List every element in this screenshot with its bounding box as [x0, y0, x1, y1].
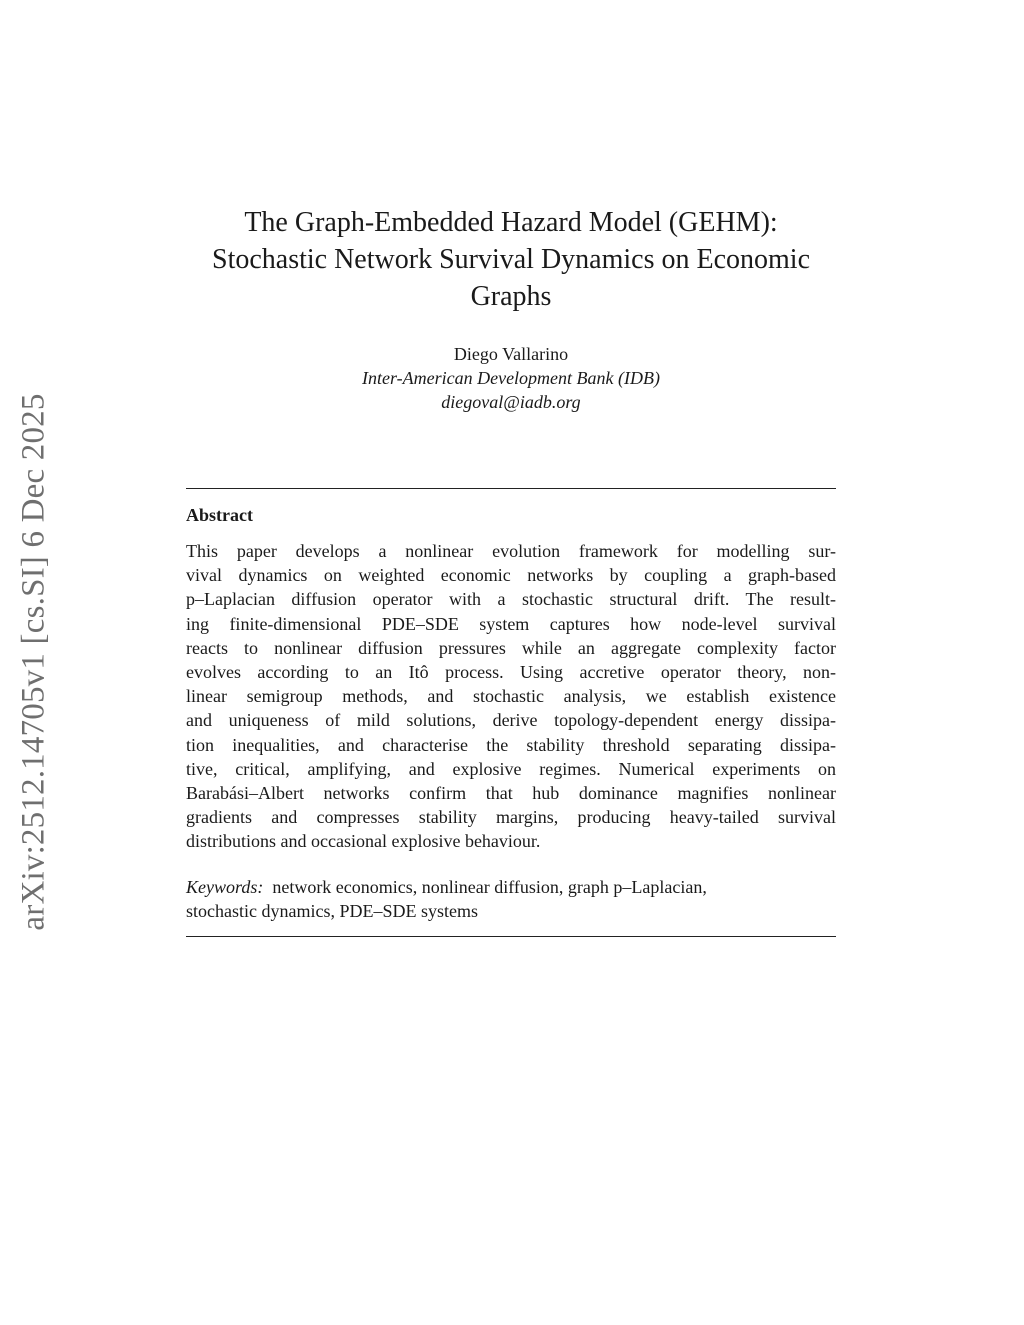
abstract-bottom-rule: [186, 936, 836, 937]
keywords-block: [186, 875, 836, 923]
abstract-line: tion inequalities, and characterise the stability threshold separating dissipa-: [186, 734, 836, 755]
abstract-line: Barabási–Albert networks confirm that hub dominance magnifies nonlinear: [186, 783, 836, 804]
arxiv-identifier-stamp: arXiv:2512.14705v1 [cs.SI] 6 Dec 2025: [15, 393, 52, 931]
author-block: [186, 342, 836, 414]
paper-title: [186, 204, 836, 315]
abstract-heading: Abstract: [186, 505, 253, 525]
abstract-line: linear semigroup methods, and stochastic analysis, we establish existence: [186, 686, 836, 707]
abstract-line: p–Laplacian diffusion operator with a stochastic structural drift. The result-: [186, 589, 836, 610]
abstract-text: [186, 539, 836, 854]
author-name: Diego Vallarino: [453, 344, 569, 364]
abstract-line: vival dynamics on weighted economic networks by coupling a graph-based: [186, 565, 836, 586]
abstract-line: gradients and compresses stability margins, producing heavy-tailed survival: [186, 807, 836, 828]
abstract-line: reacts to nonlinear diffusion pressures while an aggregate complexity factor: [186, 637, 836, 658]
abstract-line: tive, critical, amplifying, and explosive regimes. Numerical experiments on: [186, 758, 836, 779]
keywords-label: Keywords:: [186, 877, 264, 897]
abstract-line: evolves according to an Itô process. Using accretive operator theory, non-: [186, 662, 836, 683]
keywords-list: network economics, nonlinear diffusion, graph p–Laplacian,: [272, 877, 707, 897]
title-line: Graphs: [470, 281, 552, 312]
abstract-top-rule: [186, 488, 836, 489]
keywords-line: [186, 875, 836, 899]
author-email[interactable]: diegoval@iadb.org: [441, 392, 581, 412]
abstract-line: ing finite-dimensional PDE–SDE system captures how node-level survival: [186, 613, 836, 634]
author-affiliation: Inter-American Development Bank (IDB): [361, 368, 661, 388]
abstract-line: This paper develops a nonlinear evolution framework for modelling sur-: [186, 541, 836, 561]
title-line: Stochastic Network Survival Dynamics on Economic: [212, 244, 810, 275]
keywords-line: stochastic dynamics, PDE–SDE systems: [186, 901, 478, 921]
abstract-line: distributions and occasional explosive behaviour.: [186, 831, 541, 852]
title-line: The Graph-Embedded Hazard Model (GEHM):: [244, 207, 778, 238]
abstract-line: and uniqueness of mild solutions, derive topology-dependent energy dissipa-: [186, 710, 836, 731]
